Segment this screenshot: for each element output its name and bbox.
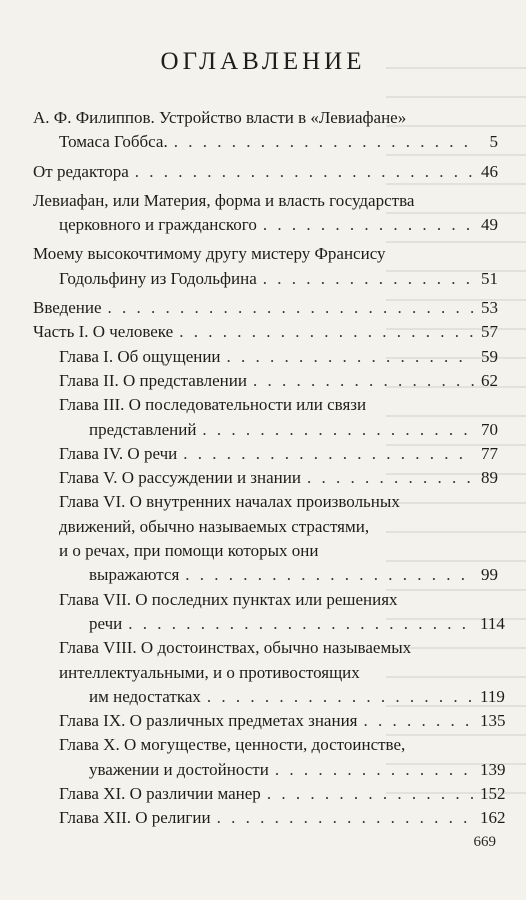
page-number: 669 [473, 834, 496, 850]
toc-entry[interactable] [33, 189, 498, 238]
toc-entry[interactable] [59, 345, 498, 369]
toc-page-number: 114 [480, 613, 505, 633]
toc-page-number: 119 [480, 686, 505, 706]
dot-leader [128, 612, 474, 636]
dot-leader [267, 782, 474, 806]
toc-entry-title-line: Глава IV. О речи [59, 443, 178, 463]
toc-entry[interactable] [59, 369, 498, 393]
toc-entry-title-line: Глава X. О могуществе, ценности, достоинстве, [59, 735, 406, 755]
toc-page-number: 5 [489, 132, 498, 152]
toc-page-number: 57 [481, 322, 498, 342]
toc-entry[interactable] [33, 106, 498, 155]
toc-entry-title-line: и о речах, при помощи которых они [59, 541, 319, 561]
toc-page-number: 70 [481, 419, 498, 439]
dot-leader [207, 685, 474, 709]
dot-leader [179, 320, 474, 344]
toc-page-number: 162 [480, 808, 506, 828]
toc-entry-title-line: Моему высокочтимому другу мистеру Франсису [33, 244, 386, 264]
toc-entry[interactable] [59, 806, 506, 830]
toc-entry-title-line: Глава VIII. О достоинствах, обычно называемых [59, 638, 412, 658]
dot-leader [135, 160, 474, 184]
toc-page-number: 62 [481, 370, 498, 390]
toc-entry-title-line: Глава II. О представлении [59, 370, 247, 390]
toc-entry[interactable] [59, 393, 498, 442]
toc-entry-title-line: Глава XII. О религии [59, 808, 211, 828]
toc-entry-title-line: движений, обычно называемых страстями, [59, 516, 370, 536]
toc-entry-title-line: уважении и достойности [89, 759, 269, 779]
toc-entry[interactable] [59, 442, 498, 466]
toc-page-number: 135 [480, 711, 506, 731]
toc-entry[interactable] [59, 636, 505, 709]
toc-entry-title-line: Часть I. О человеке [33, 322, 174, 342]
toc-entry[interactable] [59, 709, 506, 733]
toc-page-number: 89 [481, 468, 498, 488]
toc-entry-title-line: Годольфину из Годольфина [59, 268, 257, 288]
toc-entry[interactable] [59, 782, 506, 806]
toc-entry-title-line: Глава III. О последовательности или связи [59, 395, 367, 415]
toc-page-number: 152 [480, 784, 506, 804]
toc-entry-title-line: Глава I. Об ощущении [59, 346, 221, 366]
dot-leader [202, 418, 474, 442]
toc-entry[interactable] [59, 588, 505, 637]
toc-entry-title-line: Глава XI. О различии манер [59, 784, 261, 804]
toc-entry-title-line: Глава V. О рассуждении и знании [59, 468, 301, 488]
toc-entry[interactable] [59, 733, 506, 782]
dot-leader [185, 563, 474, 587]
toc-entry-title-line: Томаса Гоббса. [59, 132, 168, 152]
dot-leader [253, 369, 474, 393]
toc-entry-title-line: Глава VI. О внутренних началах произвольных [59, 492, 400, 512]
dot-leader [307, 466, 474, 490]
dot-leader [363, 709, 474, 733]
toc-entry-title-line: Глава VII. О последних пунктах или решениях [59, 589, 398, 609]
page-title: ОГЛАВЛЕНИЕ [160, 48, 366, 75]
toc-entry-title-line: От редактора [33, 161, 129, 181]
toc-page-number: 139 [480, 759, 506, 779]
toc-entry[interactable] [33, 296, 498, 320]
toc-entry[interactable] [33, 160, 498, 184]
toc-entry-title-line: интеллектуальными, и о противостоящих [59, 662, 360, 682]
toc-page-number: 59 [481, 346, 498, 366]
dot-leader [217, 806, 474, 830]
dot-leader [263, 267, 474, 291]
toc-entry-title-line: Левиафан, или Материя, форма и власть государства [33, 190, 415, 210]
dot-leader [263, 213, 474, 237]
toc-entry[interactable] [33, 242, 498, 291]
toc-page-number: 53 [481, 298, 498, 318]
toc-entry-title-line: Глава IX. О различных предметах знания [59, 711, 358, 731]
dot-leader [275, 758, 474, 782]
toc-entry-title-line: представлений [89, 419, 197, 439]
toc-entry[interactable] [59, 490, 498, 587]
toc-entry-title-line: речи [89, 613, 123, 633]
toc-entry[interactable] [33, 320, 498, 344]
toc-entry-title-line: А. Ф. Филиппов. Устройство власти в «Левиафане» [33, 108, 407, 127]
toc-entry-title-line: выражаются [89, 565, 180, 585]
toc-page-number: 77 [481, 443, 498, 463]
toc-page-number: 99 [481, 565, 498, 585]
toc-page-number: 46 [481, 161, 498, 181]
dot-leader [227, 345, 474, 369]
toc-entry-title-line: им недостатках [89, 686, 201, 706]
dot-leader [174, 130, 474, 154]
dot-leader [108, 296, 474, 320]
toc-page-number: 49 [481, 215, 498, 235]
toc-page-number: 51 [481, 268, 498, 288]
toc-entry-title-line: церковного и гражданского [59, 215, 257, 235]
toc-entry-title-line: Введение [33, 298, 102, 318]
dot-leader [183, 442, 474, 466]
table-of-contents [33, 106, 506, 831]
toc-entry[interactable] [59, 466, 498, 490]
